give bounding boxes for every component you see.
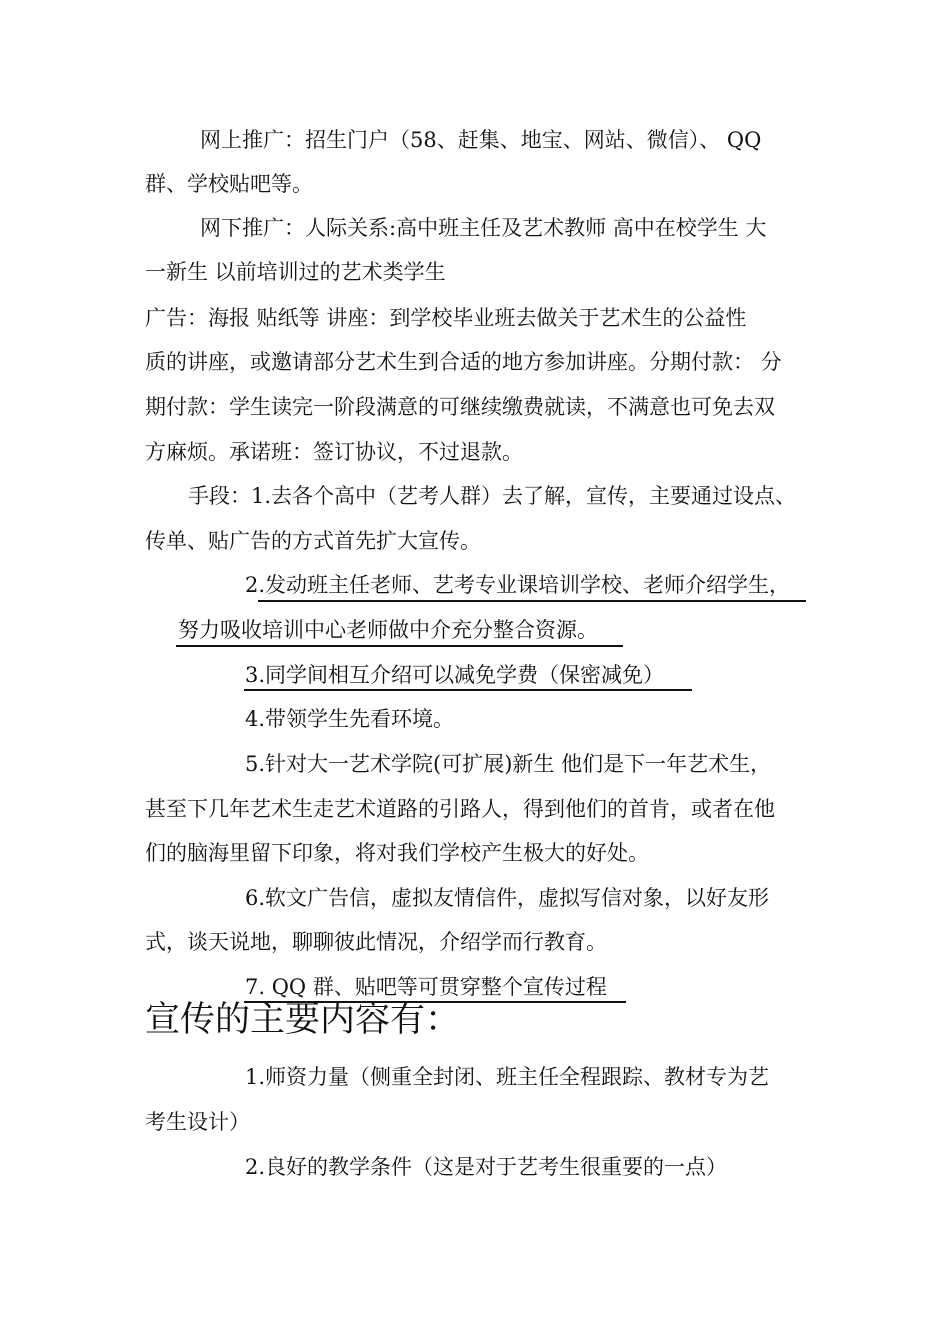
content-item-1-line2: 考生设计） [145,1110,250,1134]
paragraph-ads-line3: 期付款：学生读完一阶段满意的可继续缴费就读，不满意也可免去双 [145,395,775,419]
list-item-3: 3.同学间相互介绍可以减免学费（保密减免） [245,663,665,687]
list-item-6-line1: 6.软文广告信，虚拟友情信件，虚拟写信对象，以好友形 [245,886,770,910]
paragraph-offline-promo-line1: 网下推广：人际关系:高中班主任及艺术教师 高中在校学生 大 [200,216,767,240]
list-item-5-line3: 们的脑海里留下印象，将对我们学校产生极大的好处。 [145,841,649,865]
paragraph-ads-line4: 方麻烦。承诺班：签订协议，不过退款。 [145,440,523,464]
paragraph-ads-line1: 广告：海报 贴纸等 讲座：到学校毕业班去做关于艺术生的公益性 [145,306,747,330]
list-item-7: 7. QQ 群、贴吧等可贯穿整个宣传过程 [245,975,607,999]
content-item-1-line1: 1.师资力量（侧重全封闭、班主任全程跟踪、教材专为艺 [245,1065,770,1089]
paragraph-offline-promo-line2: 一新生 以前培训过的艺术类学生 [145,260,446,284]
paragraph-online-promo-line2: 群、学校贴吧等。 [145,172,313,196]
underline-item-2-line2 [176,645,623,647]
content-item-2: 2.良好的教学条件（这是对于艺考生很重要的一点） [245,1155,728,1179]
underline-item-2-line1 [258,600,806,602]
list-item-5-line1: 5.针对大一艺术学院(可扩展)新生 他们是下一年艺术生， [245,752,772,776]
list-item-6-line2: 式，谈天说地，聊聊彼此情况，介绍学而行教育。 [145,930,607,954]
list-item-2-line1: 2.发动班主任老师、艺考专业课培训学校、老师介绍学生， [245,573,791,597]
paragraph-online-promo-line1: 网上推广：招生门户（58、赶集、地宝、网站、微信）、 QQ [200,128,762,152]
paragraph-means-line2: 传单、贴广告的方式首先扩大宣传。 [145,529,481,553]
paragraph-ads-line2: 质的讲座，或邀请部分艺术生到合适的地方参加讲座。分期付款： 分 [145,350,782,374]
underline-item-3 [244,689,692,691]
list-item-2-line2: 努力吸收培训中心老师做中介充分整合资源。 [178,618,598,642]
paragraph-means-line1: 手段：1.去各个高中（艺考人群）去了解，宣传，主要通过设点、 [188,484,797,508]
list-item-4: 4.带领学生先看环境。 [245,707,455,731]
list-item-5-line2: 甚至下几年艺术生走艺术道路的引路人，得到他们的首肯，或者在他 [145,797,775,821]
section-heading: 宣传的主要内容有： [145,1000,461,1040]
